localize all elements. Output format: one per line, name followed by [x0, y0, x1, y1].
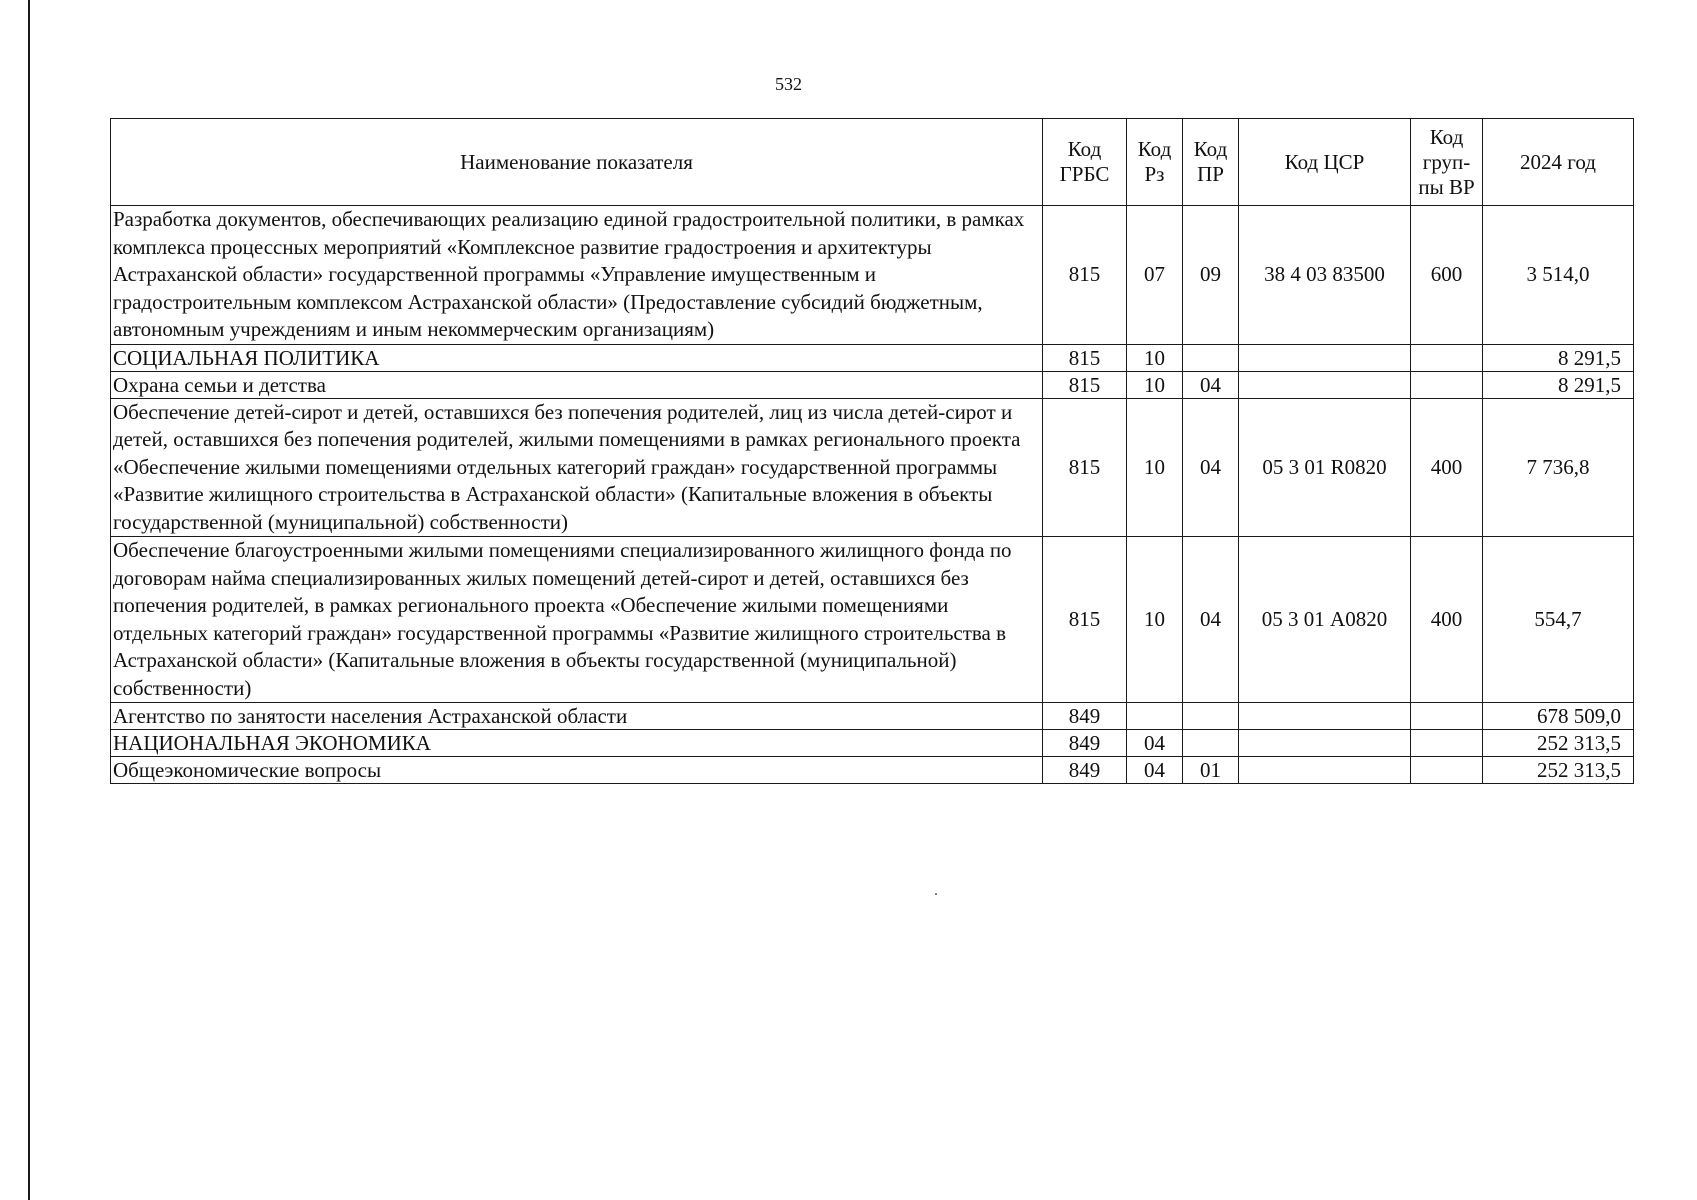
table-row: [111, 398, 1634, 537]
header-csr: Код ЦСР: [1239, 119, 1411, 206]
row-vr: [1411, 730, 1483, 757]
header-rz: Код Рз: [1127, 119, 1183, 206]
row-grbs: 849: [1043, 730, 1127, 757]
row-grbs: 815: [1043, 537, 1127, 703]
row-vr: 600: [1411, 206, 1483, 345]
row-vr: 400: [1411, 537, 1483, 703]
row-vr: [1411, 757, 1483, 784]
row-csr: [1239, 344, 1411, 371]
table-row: [111, 703, 1634, 730]
scan-speck: [935, 893, 937, 895]
row-pr: 01: [1183, 757, 1239, 784]
row-csr: [1239, 371, 1411, 398]
header-name: Наименование показателя: [111, 119, 1043, 206]
row-amount: 252 313,5: [1483, 730, 1634, 757]
table-row: [111, 344, 1634, 371]
row-vr: [1411, 703, 1483, 730]
row-amount: 678 509,0: [1483, 703, 1634, 730]
row-amount: 7 736,8: [1483, 398, 1634, 537]
row-rz: 10: [1127, 344, 1183, 371]
row-csr: 38 4 03 83500: [1239, 206, 1411, 345]
row-csr: [1239, 730, 1411, 757]
row-grbs: 815: [1043, 344, 1127, 371]
row-rz: [1127, 703, 1183, 730]
table-row: [111, 757, 1634, 784]
scan-edge-line: [28, 0, 30, 1200]
table-row: [111, 537, 1634, 703]
page-number: 532: [775, 74, 802, 94]
header-grbs: Код ГРБС: [1043, 119, 1127, 206]
row-pr: 04: [1183, 537, 1239, 703]
row-vr: [1411, 371, 1483, 398]
row-amount: 8 291,5: [1483, 371, 1634, 398]
row-name: СОЦИАЛЬНАЯ ПОЛИТИКА: [111, 344, 1043, 371]
row-csr: 05 3 01 R0820: [1239, 398, 1411, 537]
header-year: 2024 год: [1483, 119, 1634, 206]
budget-table: [110, 118, 1634, 784]
row-grbs: 849: [1043, 757, 1127, 784]
header-pr: Код ПР: [1183, 119, 1239, 206]
row-rz: 10: [1127, 371, 1183, 398]
row-name: Разработка документов, обеспечивающих реализацию единой градостроительной политики, в рамках комплекса процессных мероприятий «Комплексное развитие градостроения и архитектуры Астраханской области» государственной программы «Управление имущественным и градостроительным комплексом Астраханской области» (Предоставление субсидий бюджетным, автономным учреждениям и иным некоммерческим организациям): [111, 206, 1043, 345]
row-pr: [1183, 730, 1239, 757]
row-grbs: 815: [1043, 398, 1127, 537]
row-pr: [1183, 344, 1239, 371]
row-name: Обеспечение благоустроенными жилыми помещениями специализированного жилищного фонда по договорам найма специализированных жилых помещений детей-сирот и детей, оставшихся без попечения родителей, в рамках регионального проекта «Обеспечение жилыми помещениями отдельных категорий граждан» государственной программы «Развитие жилищного строительства в Астраханской области» (Капитальные вложения в объекты государственной (муниципальной) собственности): [111, 537, 1043, 703]
row-csr: 05 3 01 А0820: [1239, 537, 1411, 703]
row-rz: 07: [1127, 206, 1183, 345]
row-vr: [1411, 344, 1483, 371]
row-pr: 04: [1183, 371, 1239, 398]
row-csr: [1239, 703, 1411, 730]
row-amount: 554,7: [1483, 537, 1634, 703]
row-rz: 10: [1127, 398, 1183, 537]
row-name: Охрана семьи и детства: [111, 371, 1043, 398]
row-name: Обеспечение детей-сирот и детей, оставшихся без попечения родителей, лиц из числа детей-сирот и детей, оставшихся без попечения родителей, жилыми помещениями в рамках регионального проекта «Обеспечение жилыми помещениями отдельных категорий граждан» государственной программы «Развитие жилищного строительства в Астраханской области» (Капитальные вложения в объекты государственной (муниципальной) собственности): [111, 398, 1043, 537]
row-rz: 04: [1127, 730, 1183, 757]
table-header-row: [111, 119, 1634, 206]
row-rz: 04: [1127, 757, 1183, 784]
row-name: НАЦИОНАЛЬНАЯ ЭКОНОМИКА: [111, 730, 1043, 757]
row-pr: 04: [1183, 398, 1239, 537]
table-row: [111, 206, 1634, 345]
row-grbs: 815: [1043, 371, 1127, 398]
row-pr: 09: [1183, 206, 1239, 345]
row-csr: [1239, 757, 1411, 784]
header-vr: Код груп-пы ВР: [1411, 119, 1483, 206]
table-row: [111, 730, 1634, 757]
row-grbs: 815: [1043, 206, 1127, 345]
row-amount: 252 313,5: [1483, 757, 1634, 784]
row-grbs: 849: [1043, 703, 1127, 730]
row-vr: 400: [1411, 398, 1483, 537]
row-amount: 3 514,0: [1483, 206, 1634, 345]
row-pr: [1183, 703, 1239, 730]
row-amount: 8 291,5: [1483, 344, 1634, 371]
row-name: Общеэкономические вопросы: [111, 757, 1043, 784]
row-rz: 10: [1127, 537, 1183, 703]
row-name: Агентство по занятости населения Астраханской области: [111, 703, 1043, 730]
table-row: [111, 371, 1634, 398]
